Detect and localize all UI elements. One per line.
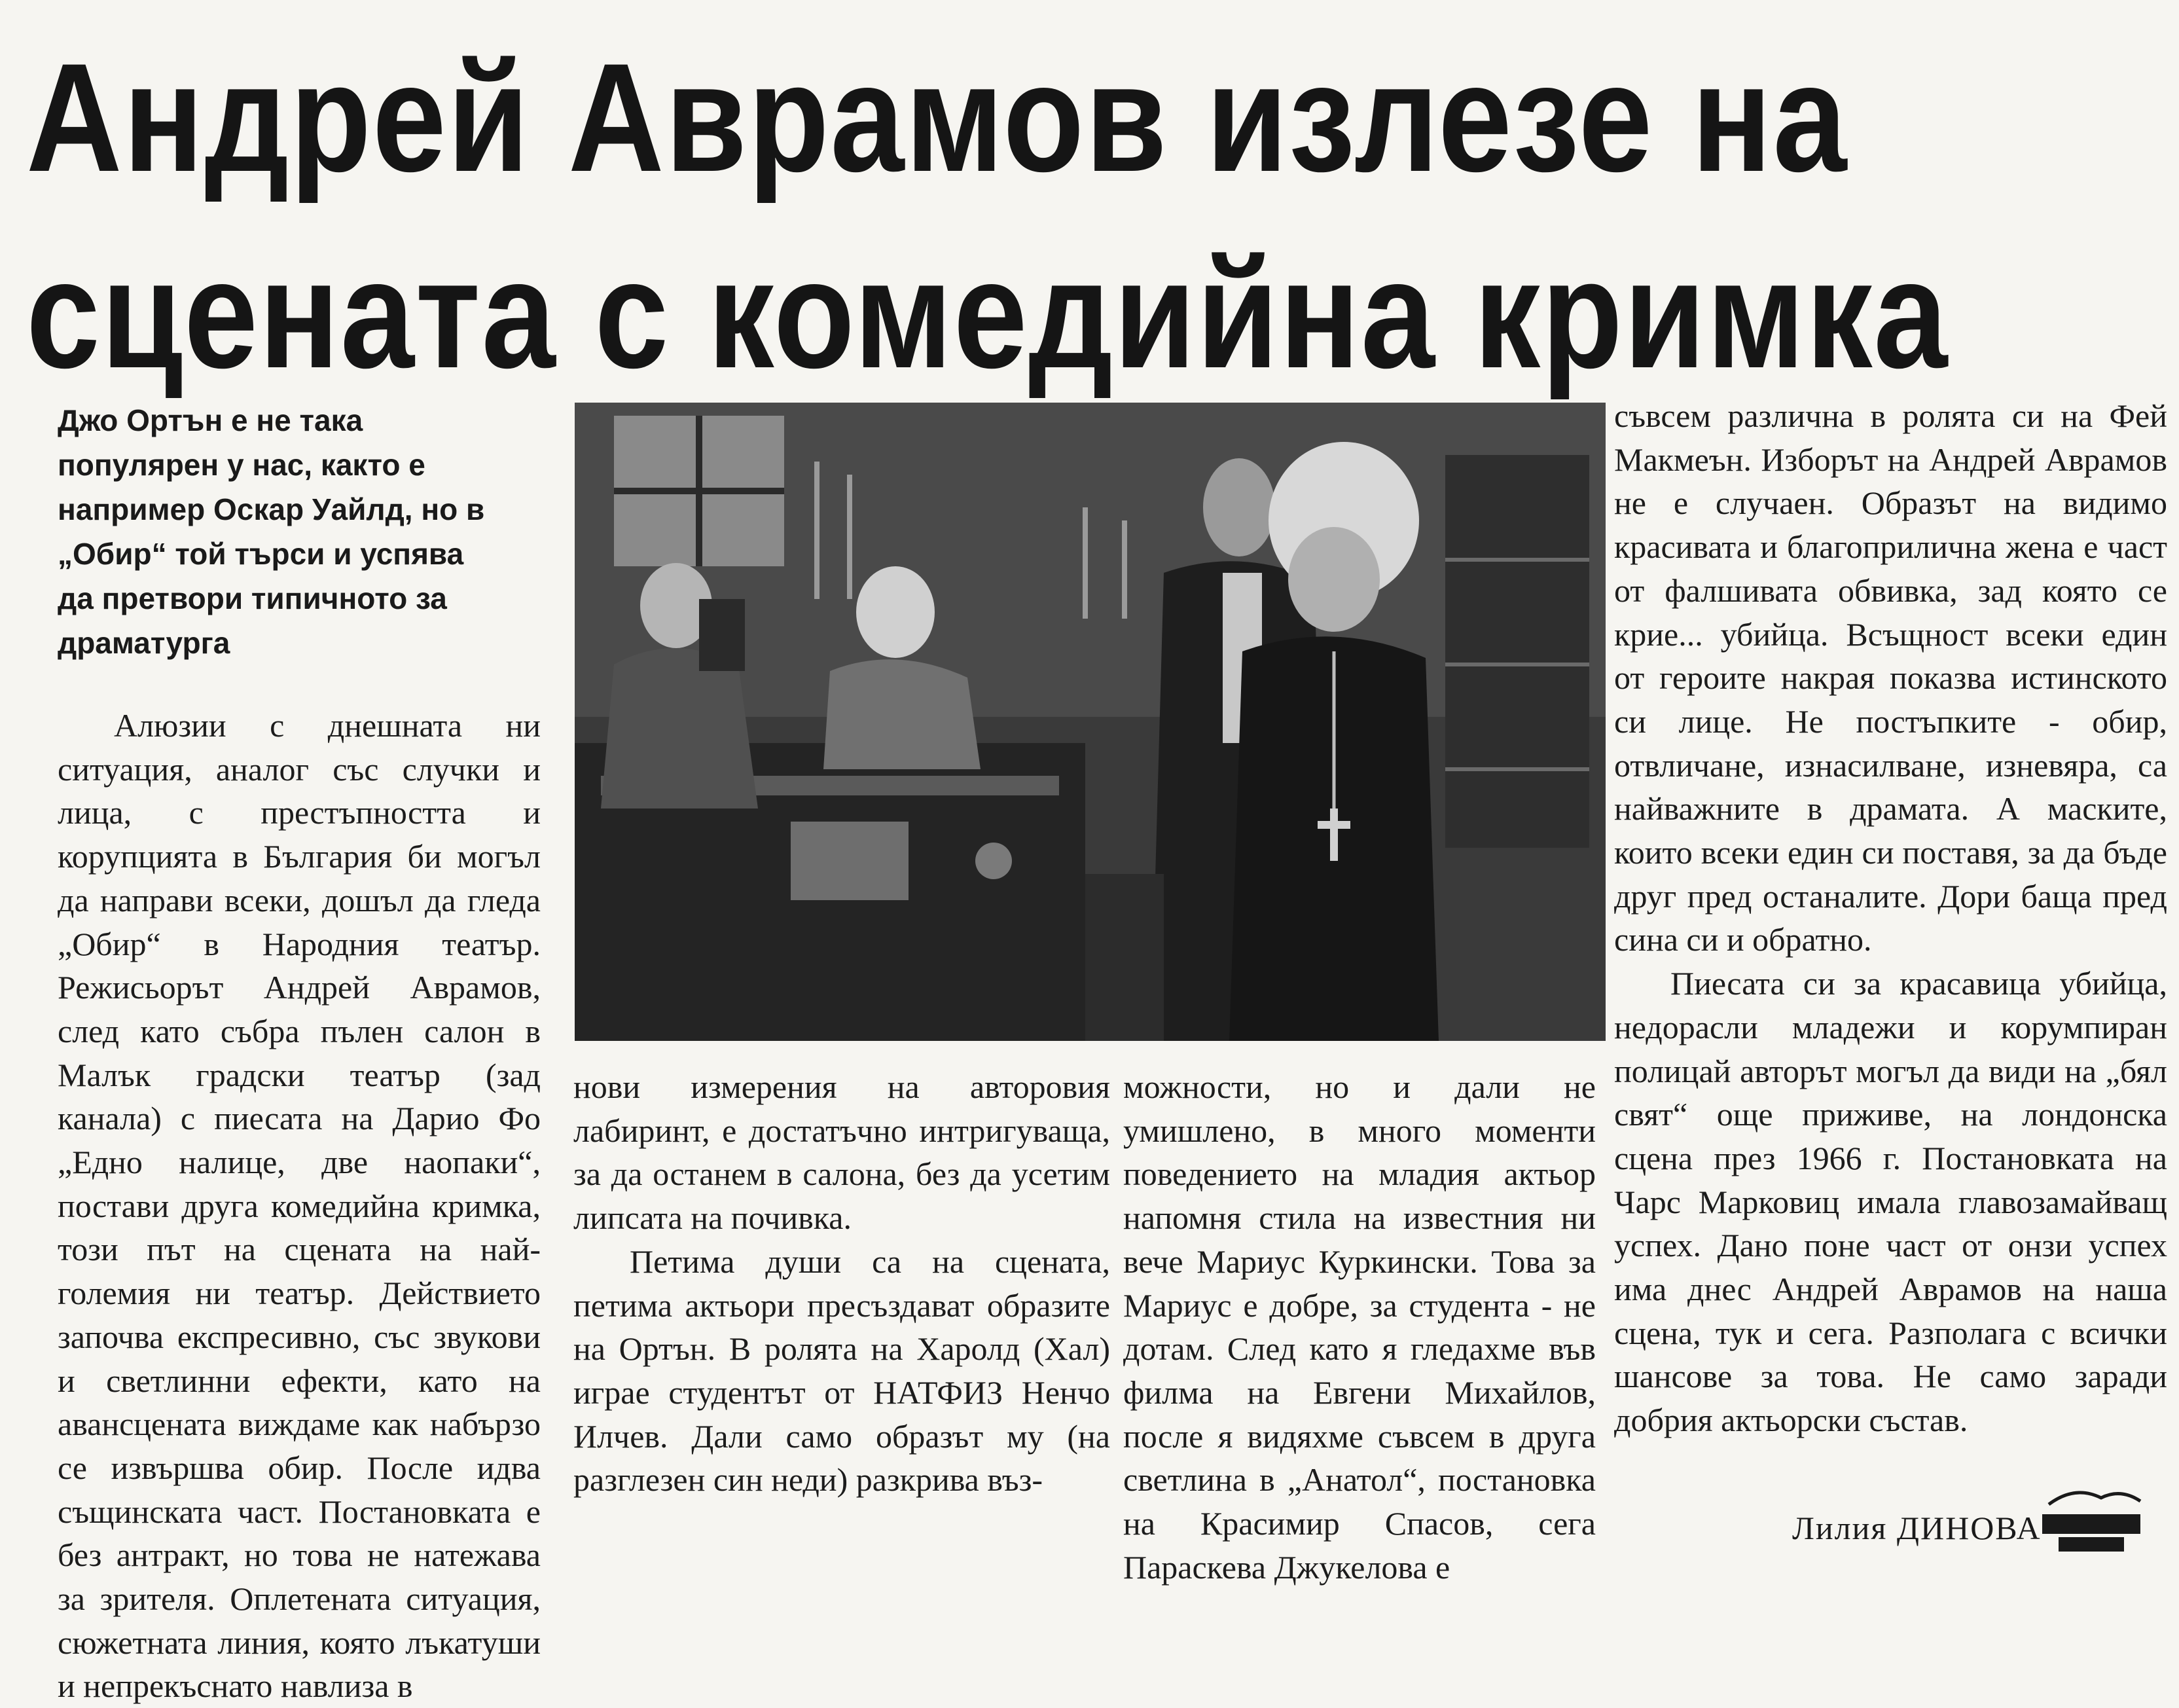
headline-line-2: сцената с комедийна кримка bbox=[26, 228, 1949, 401]
lead-line: например Оскар Уайлд, но в bbox=[58, 492, 485, 526]
lead-line: Джо Ортън е не така bbox=[58, 403, 363, 437]
paragraph: Алюзии с днешната ни ситуация, аналог със случки и лица, с престъпността и корупцията в България би могъл да направи всеки, дошъл да гледа „Обир“ в Народния театър. Режисьорът Андрей Аврамов, след като събра пълен салон в Малък градски театър (зад канала) с пиесата на Дарио Фо „Едно налице, две наопаки“, постави друга комедийна кримка, този път на сцената на най-големия ни театър. Действието започва експресивно, със звукови и светлинни ефекти, като на авансцената виждаме как набързо се извършва обир. После идва същинската част. Постановката е без антракт, но това не натежава за зрителя. Оплетената ситуация, сюжетната линия, която лъкатуши и непрекъснато навлиза в bbox=[58, 707, 541, 1705]
article-column-4 bbox=[1614, 394, 2167, 1442]
article-column-3 bbox=[1123, 1065, 1596, 1589]
author-byline: Лилия ДИНОВА bbox=[1792, 1510, 2042, 1546]
paragraph: Пиесата си за красавица убийца, недорасли младежи и корумпиран полицай авторът могъл да види на „бял свят“ още приживе, на лондонска сцена през 1966 г. Постановката на Чарс Марковиц имала главозамайващ успех. Дано поне част от онзи успех има днес Андрей Аврамов на наша сцена, тук и сега. Разполага с всички шансове за това. Не само заради добрия актьорски състав. bbox=[1614, 965, 2167, 1439]
paragraph: можности, но и дали не умишлено, в много моменти поведението на младия актьор напомня стила на известния ни вече Мариус Куркински. Това за Мариус е добре, за студента - не дотам. След като я гледахме във филма на Евгени Михайлов, после я видяхме съвсем в друга светлина в „Анатол“, постановка на Красимир Спасов, сега Параскева Джукелова е bbox=[1123, 1068, 1596, 1586]
article-column-2 bbox=[573, 1065, 1110, 1502]
lead-line: популярен у нас, както е bbox=[58, 448, 425, 482]
paragraph: Петима души са на сцената, петима актьори пресъздават образите на Ортън. В ролята на Харолд (Хал) играе студентът от НАТФИЗ Ненчо Илчев. Дали само образът му (на разглезен син неди) разкрива въз- bbox=[573, 1243, 1110, 1499]
headline-line-1: Андрей Аврамов излезе на bbox=[26, 31, 1848, 204]
lead-line: да претвори типичното за bbox=[58, 581, 447, 615]
stage-photo bbox=[575, 403, 1606, 1041]
stage-photo-image bbox=[575, 403, 1606, 1041]
national-theatre-logo bbox=[2036, 1485, 2147, 1557]
lead-line: „Обир“ той търси и успява bbox=[58, 537, 464, 571]
lead-paragraph bbox=[58, 398, 529, 665]
paragraph: нови измерения на авторовия лабиринт, е достатъчно интригуваща, за да останем в салона, без да усетим липсата на почивка. bbox=[573, 1068, 1110, 1237]
lead-line: драматурга bbox=[58, 626, 230, 660]
article-column-1 bbox=[58, 704, 541, 1708]
paragraph: съвсем различна в ролята си на Фей Макмеън. Изборът на Андрей Аврамов не е случаен. Образът на видимо красивата и благоприлична жена е част от фалшивата обвивка, зад която се крие... убийца. Всъщност всеки един от героите накрая показва истинското си лице. Не постъпките - обир, отвличане, изнасилване, изневяра, са найважните в драмата. А маските, които всеки един си поставя, за да бъде друг пред останалите. Дори баща пред сина си и обратно. bbox=[1614, 397, 2167, 958]
headline bbox=[26, 20, 1949, 412]
